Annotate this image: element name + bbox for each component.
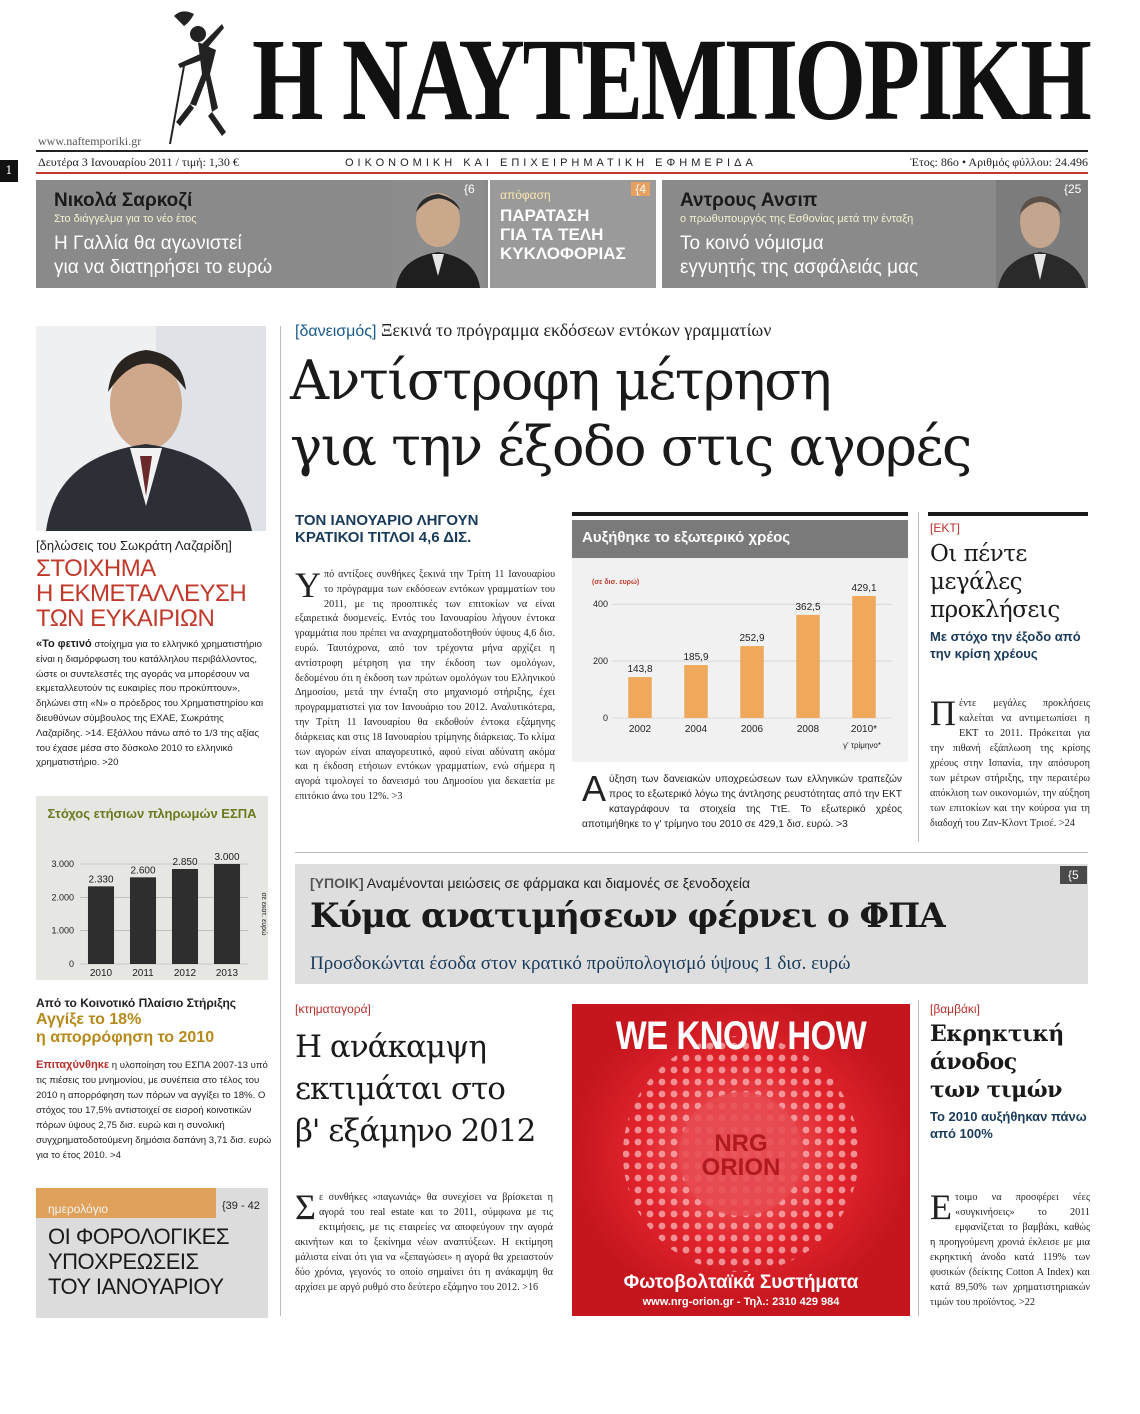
espa-bar — [88, 886, 114, 964]
lead-subheadline: ΤΟΝ ΙΑΝΟΥΑΡΙΟ ΛΗΓΟΥΝ ΚΡΑΤΙΚΟΙ ΤΙΤΛΟΙ 4,6 ΔΙΣ. — [295, 512, 479, 546]
masthead-url[interactable]: www.naftemporiki.gr — [38, 134, 142, 148]
espa-value-label: 2.600 — [130, 865, 156, 877]
espa-value-label: 2.330 — [88, 874, 114, 886]
espa-category-label: 2010 — [89, 968, 113, 979]
ekt-subheadline: Με στόχο την έξοδο από την κρίση χρέους — [930, 629, 1081, 661]
cotton-subheadline: Το 2010 αυξήθηκαν πάνω από 100% — [930, 1109, 1087, 1141]
left-story-headline[interactable]: ΣΤΟΙΧΗΜΑ Η ΕΚΜΕΤΑΛΛΕΥΣΗ ΤΩΝ ΕΥΚΑΙΡΙΩΝ — [36, 555, 247, 632]
espa-chart-title: Στόχος ετήσιων πληρωμών ΕΣΠΑ — [47, 806, 257, 821]
teaser-ansip[interactable] — [662, 180, 1088, 288]
teaser-page-ref: {4 — [631, 182, 650, 196]
cotton-kicker: [βαμβάκι] — [930, 1002, 980, 1016]
teaser-page-ref: {25 — [1064, 182, 1082, 196]
ekt-kicker: [ΕΚΤ] — [930, 521, 961, 535]
teaser-tag: απόφαση — [500, 188, 551, 202]
teaser-headline: Το κοινό νόμισμα εγγυητής της ασφάλειάς μας — [680, 233, 919, 278]
ad-logo: NRG ORION — [701, 1130, 781, 1181]
espa-bar-chart — [36, 830, 268, 980]
ekt-body: Πέντε μεγάλες προκλήσεις καλείται να αντιμετωπίσει η ΕΚΤ το 2011. Πρόκειται για την πιθανή εξάπλωση της κρίσης χρέους στην Ισπανία, την απόσυρση των μέτρων στήριξης, την περαιτέρω απόκλιση των οικονομιών, την αύξηση των επιτοκίων και την κούρσα για τη διαδοχή του Ζαν-Κλοντ Τρισέ. >24 — [930, 693, 1090, 829]
debt-value-label: 252,9 — [739, 633, 765, 645]
espa-bar — [214, 864, 240, 964]
debt-category-label: 2002 — [628, 724, 652, 735]
masthead-title: Η ΝΑΥΤΕΜΠΟΡΙΚΗ — [252, 14, 1090, 145]
teaser-sarkozy[interactable] — [36, 180, 488, 288]
realestate-body: Σε συνθήκες «παγωνιάς» θα συνεχίσει να βρίσκεται η αγορά του real estate και το 2011, σύμφωνα με τις εκτιμήσεις, με τις εταιρείες να αποφεύγουν την αγορά ακινήτων και το ξεκίνημα νέων αναπτύξεων. Η εκτίμηση μάλιστα είναι ότι για να «ξεπαγώσει» η αγορά θα χρειαστούν δύο χρόνια, γεγονός το οποίο σημαίνει ότι η ανάκαμψη θα αρχίσει με αργό ρυθμό στο δεύτερο εξάμηνο του 2012. >16 — [295, 1187, 553, 1293]
cotton-headline[interactable]: Εκρηκτική άνοδος των τιμών — [930, 1021, 1064, 1103]
espa-body: Επιταχύνθηκε η υλοποίηση του ΕΣΠΑ 2007-13 υπό τις πιέσεις του μνημονίου, με συνέπεια στο τέλος του 2010 η απορρόφηση των πόρων να αγγίξει το 18%. Ο στόχος του 17,5% αντιστοιχεί σε εισροή κοινοτικών πόρων ύψους 2,75 δισ. ευρώ και η συνολική συγχρηματοδοτούμενη δημόσια δαπάνη 3,71 δισ. ευρώ για το έτος 2010. >4 — [36, 1059, 272, 1161]
ad-tagline: Φωτοβολταϊκά Συστήματα — [623, 1272, 859, 1293]
debt-category-label: 2010* — [850, 724, 878, 735]
espa-category-label: 2013 — [215, 968, 239, 979]
espa-ytick-label: 0 — [68, 959, 74, 969]
ekt-rule — [928, 512, 1088, 516]
teaser-kicker: Νικολά Σαρκοζί — [54, 190, 193, 211]
left-story-kicker: [δηλώσεις του Σωκράτη Λαζαρίδη] — [36, 538, 232, 553]
espa-ytick-label: 1.000 — [51, 925, 74, 936]
row-separator — [295, 852, 1088, 853]
debt-category-label: 2004 — [684, 724, 708, 735]
teaser-page-ref: {6 — [464, 182, 475, 196]
debt-chart-rule — [572, 512, 908, 516]
ekt-headline[interactable]: Οι πέντε μεγάλες προκλήσεις — [930, 541, 1060, 623]
lead-headline[interactable]: Αντίστροφη μέτρηση για την έξοδο στις αγορές — [290, 349, 971, 478]
ad-contact[interactable]: www.nrg-orion.gr - Τηλ.: 2310 429 984 — [642, 1296, 840, 1308]
ad-headline: WE KNOW HOW — [615, 1014, 867, 1058]
vat-headline: Κύμα ανατιμήσεων φέρνει ο ΦΠΑ — [310, 896, 945, 936]
teaser-sub: Στο διάγγελμα για το νέο έτος — [54, 213, 197, 225]
vat-page-ref: {5 — [1060, 866, 1087, 884]
debt-caption: Αύξηση των δανειακών υποχρεώσεων των ελληνικών τραπεζών προς το εξωτερικό λόγω της άντλησης ρευστότητας από την ΕΚΤ καταγράφουν τα στοιχεία της ΤτΕ. Το εξωτερικό χρέος αποτιμήθηκε το γ' τρίμηνο του 2010 σε 429,1 δισ. ευρώ. >3 — [582, 768, 902, 830]
lead-body: Υπό αντίξοες συνθήκες ξεκινά την Τρίτη 11 Ιανουαρίου το πρόγραμμα των εκδόσεων εντόκων γραμματίων του 2011, με τις προοπτικές των επιτοκίων να είναι εξαιρετικά δυσμενείς. Εντός του Ιανουαρίου λήγουν έντοκα γραμμάτια που πρέπει να αναχρηματοδοτηθούν ύψους 4,6 δισ. ευρώ. Ταυτόχρονα, από τον τρέχοντα μήνα αρχίζει η αντίστροφη μέτρηση για την έκδοση των ομολόγων, δεδομένου ότι η έκδοση των πρώτων ομολόγων του Ελληνικού Δημοσίου, μετά την ένταξη στο μηχανισμό στήριξης, έχει προγραμματιστεί για τον Ιανουάριο του 2012. Αναλυτικότερα, την Τρίτη 11 Ιανουαρίου θα εκδοθούν έντοκα εξάμηνης διάρκειας και στις 18 Ιανουαρίου τρίμηνης διάρκειας. Το κλίμα των αγορών είναι απαγορευτικό, αφού είναι αδύνατη ακόμα και η έκδοση ετήσιων εντόκων γραμματίων, ενώ σήμερα η αγορά τιμολογεί το δανεισμό του Δημοσίου για δεκαετία με επιτόκιο άνω του 12%. >3 — [295, 565, 555, 802]
espa-value-label: 3.000 — [214, 852, 240, 863]
espa-ytick-label: 2.000 — [51, 892, 74, 903]
debt-bar — [628, 677, 652, 718]
debt-category-label: 2008 — [796, 724, 820, 735]
debt-category-label: 2006 — [740, 724, 764, 735]
hermes-logo — [160, 4, 240, 149]
lazaridis-photo — [36, 326, 266, 531]
debt-ytick-label: 400 — [592, 599, 608, 610]
column-separator — [918, 512, 919, 842]
debt-ytick-label: 0 — [602, 713, 608, 723]
teaser-kicker: Αντρους Ανσιπ — [680, 190, 818, 211]
debt-chart-title: Αυξήθηκε το εξωτερικό χρέος — [582, 529, 791, 546]
teaser-circulation-fees[interactable] — [490, 180, 656, 288]
masthead-rule — [36, 150, 1088, 152]
espa-bar — [172, 869, 198, 964]
espa-bar — [130, 877, 156, 964]
dateline-date-price: Δευτέρα 3 Ιανουαρίου 2011 / τιμή: 1,30 € — [38, 155, 239, 169]
teaser-sub: ο πρωθυπουργός της Εσθονίας μετά την ένταξη — [680, 213, 914, 225]
teaser-headline: ΠΑΡΑΤΑΣΗ ΓΙΑ ΤΑ ΤΕΛΗ ΚΥΚΛΟΦΟΡΙΑΣ — [500, 206, 626, 263]
espa-y-axis-label: σε εκατ. ευρώ — [260, 892, 267, 936]
cotton-body: Ετοιμο να προσφέρει νέες «συγκινήσεις» το 2011 εμφανίζεται το βαμβάκι, καθώς η προηγούμενη χρονιά έκλεισε με μια εκρηκτική άνοδο κατά 119% των φυσικών (δείκτης Cotton A Index) και κατά 89,50% των χρηματιστηριακών τιμών του προϊόντος. >22 — [930, 1187, 1090, 1308]
debt-bar — [740, 646, 764, 718]
tax-headline: ΟΙ ΦΟΡΟΛΟΓΙΚΕΣ ΥΠΟΧΡΕΩΣΕΙΣ ΤΟΥ ΙΑΝΟΥΑΡΙΟΥ — [48, 1224, 229, 1299]
masthead-rule-red — [36, 172, 1088, 174]
espa-category-label: 2012 — [173, 968, 197, 979]
column-separator — [280, 326, 281, 1316]
dateline-issue: Έτος: 86ο • Αριθμός φύλλου: 24.496 — [910, 155, 1088, 169]
debt-value-label: 429,1 — [851, 582, 877, 594]
debt-ytick-label: 200 — [592, 656, 608, 667]
column-separator — [918, 1000, 919, 1316]
dateline-tagline: ΟΙΚΟΝΟΜΙΚΗ ΚΑΙ ΕΠΙΧΕΙΡΗΜΑΤΙΚΗ ΕΦΗΜΕΡΙΔΑ — [345, 157, 757, 169]
realestate-kicker: [κτηματαγορά] — [295, 1002, 371, 1016]
realestate-headline[interactable]: Η ανάκαμψη εκτιμάται στο β' εξάμηνο 2012 — [295, 1029, 536, 1149]
debt-unit-label: (σε δισ. ευρώ) — [592, 579, 640, 586]
debt-bar — [796, 615, 820, 718]
debt-value-label: 143,8 — [627, 664, 653, 676]
tax-page-ref: {39 - 42 — [222, 1200, 260, 1212]
vat-subheadline: Προσδοκώνται έσοδα στον κρατικό προϋπολογισμό ύψους 1 δισ. ευρώ — [310, 953, 851, 974]
debt-value-label: 362,5 — [795, 601, 821, 613]
teaser-headline: Η Γαλλία θα αγωνιστεί για να διατηρήσει το ευρώ — [54, 233, 273, 278]
debt-bar-chart — [572, 570, 908, 755]
espa-caption-headline[interactable]: Αγγίξε το 18% η απορρόφηση το 2010 — [36, 1011, 215, 1046]
debt-footnote: γ' τρίμηνο* — [843, 741, 881, 750]
debt-value-label: 185,9 — [683, 652, 709, 664]
lead-kicker: [δανεισμός] Ξεκινά το πρόγραμμα εκδόσεων εντόκων γραμματίων — [295, 320, 772, 340]
espa-caption-kicker: Από το Κοινοτικό Πλαίσιο Στήριξης — [36, 996, 237, 1010]
ansip-photo — [996, 180, 1088, 288]
debt-bar — [852, 596, 876, 718]
vat-kicker: [ΥΠΟΙΚ] Αναμένονται μειώσεις σε φάρμακα και διαμονές σε ξενοδοχεία — [310, 875, 751, 891]
debt-bar — [684, 665, 708, 718]
espa-ytick-label: 3.000 — [51, 859, 74, 869]
left-story-body: «Το φετινό στοίχημα για το ελληνικό χρηματιστήριο είναι η διαμόρφωση του κατάλληλου περιβάλλοντος, ώστε οι συντελεστές της αγοράς να μπορέσουν να εκμεταλλευτούν τις ευκαιρίες που προκύπτουν», δηλώνει στη «Ν» ο πρόεδρος του Χρηματιστηρίου και διευθύνων σύμβουλος της ΕΧΑΕ, Σωκράτης Λαζαρίδης. >14. Εξάλλου πάνω από το 1/3 της αξίας του έχασε μέσα στο δύσκολο 2010 το ελληνικό χρηματιστήριο. >20 — [36, 638, 264, 769]
espa-category-label: 2011 — [132, 968, 154, 979]
tax-kicker: ημερολόγιο — [48, 1202, 109, 1216]
page-number-tab: 1 — [0, 160, 18, 182]
espa-value-label: 2.850 — [172, 857, 198, 868]
sarkozy-photo — [392, 180, 484, 288]
